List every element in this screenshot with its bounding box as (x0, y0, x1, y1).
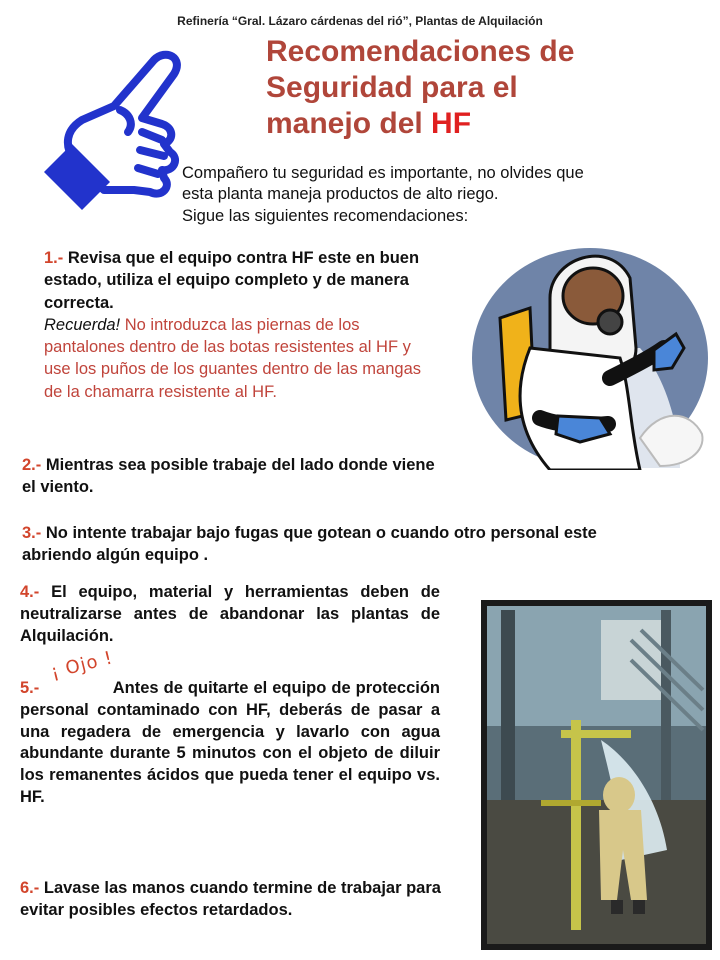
item-number: 4.- (20, 583, 40, 601)
recommendation-5 (20, 678, 440, 809)
item-text: El equipo, material y herramientas deben de neutralizarse antes de abandonar las plantas de Alquilación. (20, 583, 440, 645)
item-number: 2.- (22, 456, 42, 474)
ojo-warning: ¡ Ojo ! (48, 647, 116, 683)
intro-line-2: esta planta maneja productos de alto riego. (182, 185, 499, 204)
page-title (266, 34, 606, 142)
recommendation-3 (22, 523, 662, 567)
recommendation-6 (20, 878, 450, 922)
title-line-3-text: manejo del (266, 107, 432, 140)
item-note: No introduzca las piernas de los pantalones dentro de las botas resistentes al HF y use los puños de los guantes dentro de las mangas de la chamarra resistente al HF. (44, 315, 422, 401)
title-line-3 (266, 106, 606, 142)
item-number: 6.- (20, 879, 40, 897)
item-text: Lavase las manos cuando termine de trabajar para evitar posibles efectos retardados. (20, 879, 441, 919)
intro-text (182, 163, 712, 227)
page-header: Refinería “Gral. Lázaro cárdenas del rió”, Plantas de Alquilación (177, 14, 543, 28)
item-text: Revisa que el equipo contra HF este en buen estado, utiliza el equipo completo y de manera correcta. (44, 249, 420, 312)
title-line-1: Recomendaciones de (266, 35, 575, 68)
item-number: 3.- (22, 524, 42, 542)
recommendation-4 (20, 582, 440, 647)
item-text: Antes de quitarte el equipo de protección personal contaminado con HF, deberás de pasar a una regadera de emergencia y lavarlo con agua abundante durante 5 minutos con el objeto de diluir los remanentes ácidos que pueda tener el equipo vs. HF. (20, 679, 441, 806)
recuerda-label: Recuerda! (44, 315, 121, 334)
item-text: No intente trabajar bajo fugas que gotean o cuando otro personal este abriendo algún equipo . (22, 524, 597, 564)
recommendation-2 (22, 455, 442, 499)
emergency-shower-photo (481, 600, 712, 950)
recommendation-1 (44, 247, 426, 403)
title-line-2: Seguridad para el (266, 71, 518, 104)
item-text: Mientras sea posible trabaje del lado donde viene el viento. (22, 456, 435, 496)
title-hf: HF (431, 107, 472, 140)
item-number: 5.- (20, 679, 40, 697)
hazmat-worker-illustration (440, 238, 710, 470)
intro-line-1: Compañero tu seguridad es importante, no olvides que (182, 164, 584, 182)
intro-line-3: Sigue las siguientes recomendaciones: (182, 206, 469, 225)
item-number: 1.- (44, 249, 64, 267)
